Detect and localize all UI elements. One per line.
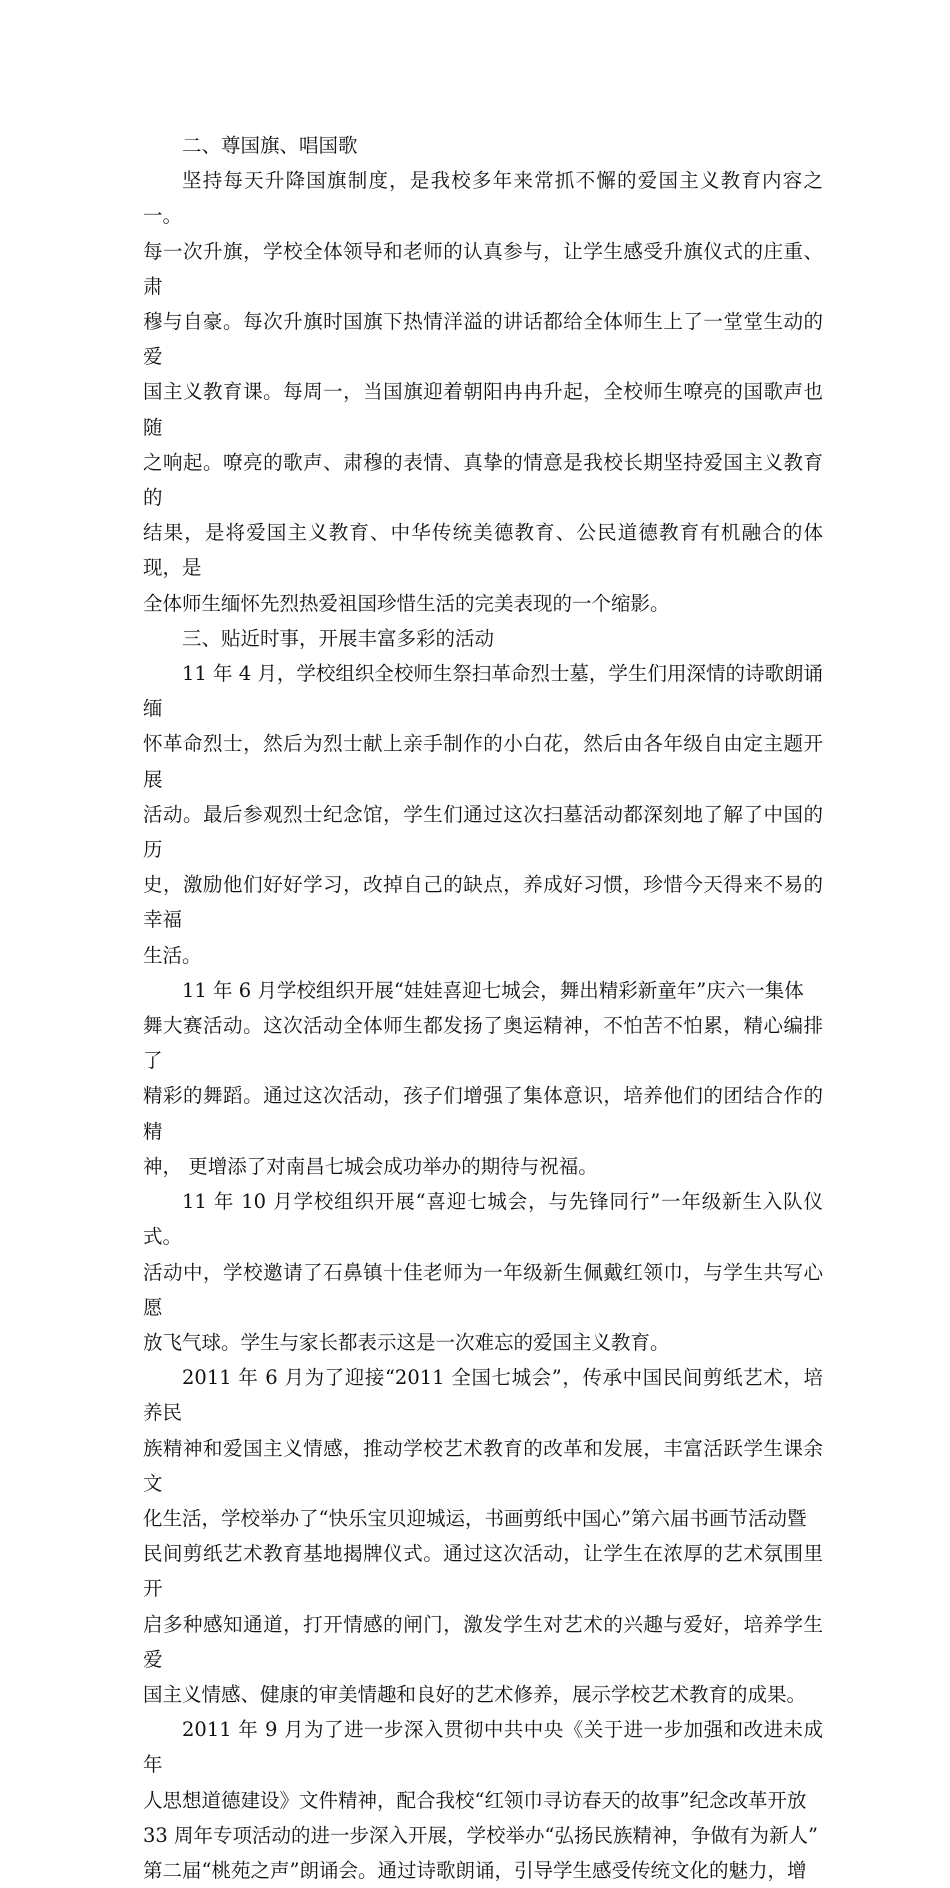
paragraph-june-dance-contest: 11 年 6 月学校组织开展“娃娃喜迎七城会，舞出精彩新童年”庆六一集体 舞大赛活动。这次活动全体师生都发扬了奥运精神，不怕苦不怕累，精心编排了 精彩的舞蹈。通过这次活动，孩子们增强了集体意识，培养他们的团结合作的精 神， 更增添了对南昌七城会成功举办的期待与祝福。 bbox=[143, 978, 823, 1178]
document-body bbox=[143, 128, 823, 1888]
paragraph-april-tomb-sweeping: 11 年 4 月，学校组织全校师生祭扫革命烈士墓，学生们用深情的诗歌朗诵缅 怀革命烈士，然后为烈士献上亲手制作的小白花，然后由各年级自由定主题开展 活动。最后参观烈士纪念馆，学生们通过这次扫墓活动都深刻地了解了中国的历 史，激励他们好好学习，改掉自己的缺点，养成好习惯，珍惜今天得来不易的幸福 生活。 bbox=[143, 662, 823, 967]
paragraph-october-initiation: 11 年 10 月学校组织开展“喜迎七城会，与先锋同行”一年级新生入队仪式。 活动中，学校邀请了石鼻镇十佳老师为一年级新生佩戴红领巾，与学生共写心愿 放飞气球。学生与家长都表示这是一次难忘的爱国主义教育。 bbox=[143, 1190, 823, 1354]
section-heading-flag-anthem: 二、尊国旗、唱国歌 bbox=[182, 134, 358, 157]
paragraph-september-recitation: 2011 年 9 月为了进一步深入贯彻中共中央《关于进一步加强和改进未成年 人思想道德建设》文件精神，配合我校“红领巾寻访春天的故事”纪念改革开放 33 周年专项活动的进一步深入开展，学校举办“弘扬民族精神，争做有为新人” 第二届“桃苑之声”朗诵会。通过诗歌朗诵，引导学生感受传统文化的魅力，增 bbox=[143, 1718, 823, 1882]
paragraph-flag-raising: 坚持每天升降国旗制度，是我校多年来常抓不懈的爱国主义教育内容之一。 每一次升旗，学校全体领导和老师的认真参与，让学生感受升旗仪式的庄重、肃 穆与自豪。每次升旗时国旗下热情洋溢的讲话都给全体师生上了一堂堂生动的爱 国主义教育课。每周一，当国旗迎着朝阳冉冉升起，全校师生嘹亮的国歌声也随 之响起。嘹亮的歌声、肃穆的表情、真挚的情意是我校长期坚持爱国主义教育的 结果，是将爱国主义教育、中华传统美德教育、公民道德教育有机融合的体现，是 全体师生缅怀先烈热爱祖国珍惜生活的完美表现的一个缩影。 bbox=[143, 169, 823, 615]
paragraph-june-art-festival: 2011 年 6 月为了迎接“2011 全国七城会”，传承中国民间剪纸艺术，培养民 族精神和爱国主义情感，推动学校艺术教育的改革和发展，丰富活跃学生课余文 化生活，学校举办了“快乐宝贝迎城运，书画剪纸中国心”第六届书画节活动暨 民间剪纸艺术教育基地揭牌仪式。通过这次活动，让学生在浓厚的艺术氛围里开 启多种感知通道，打开情感的闸门，激发学生对艺术的兴趣与爱好，培养学生爱 国主义情感、健康的审美情趣和良好的艺术修养，展示学校艺术教育的成果。 bbox=[143, 1366, 823, 1706]
section-heading-activities: 三、贴近时事，开展丰富多彩的活动 bbox=[182, 626, 495, 650]
